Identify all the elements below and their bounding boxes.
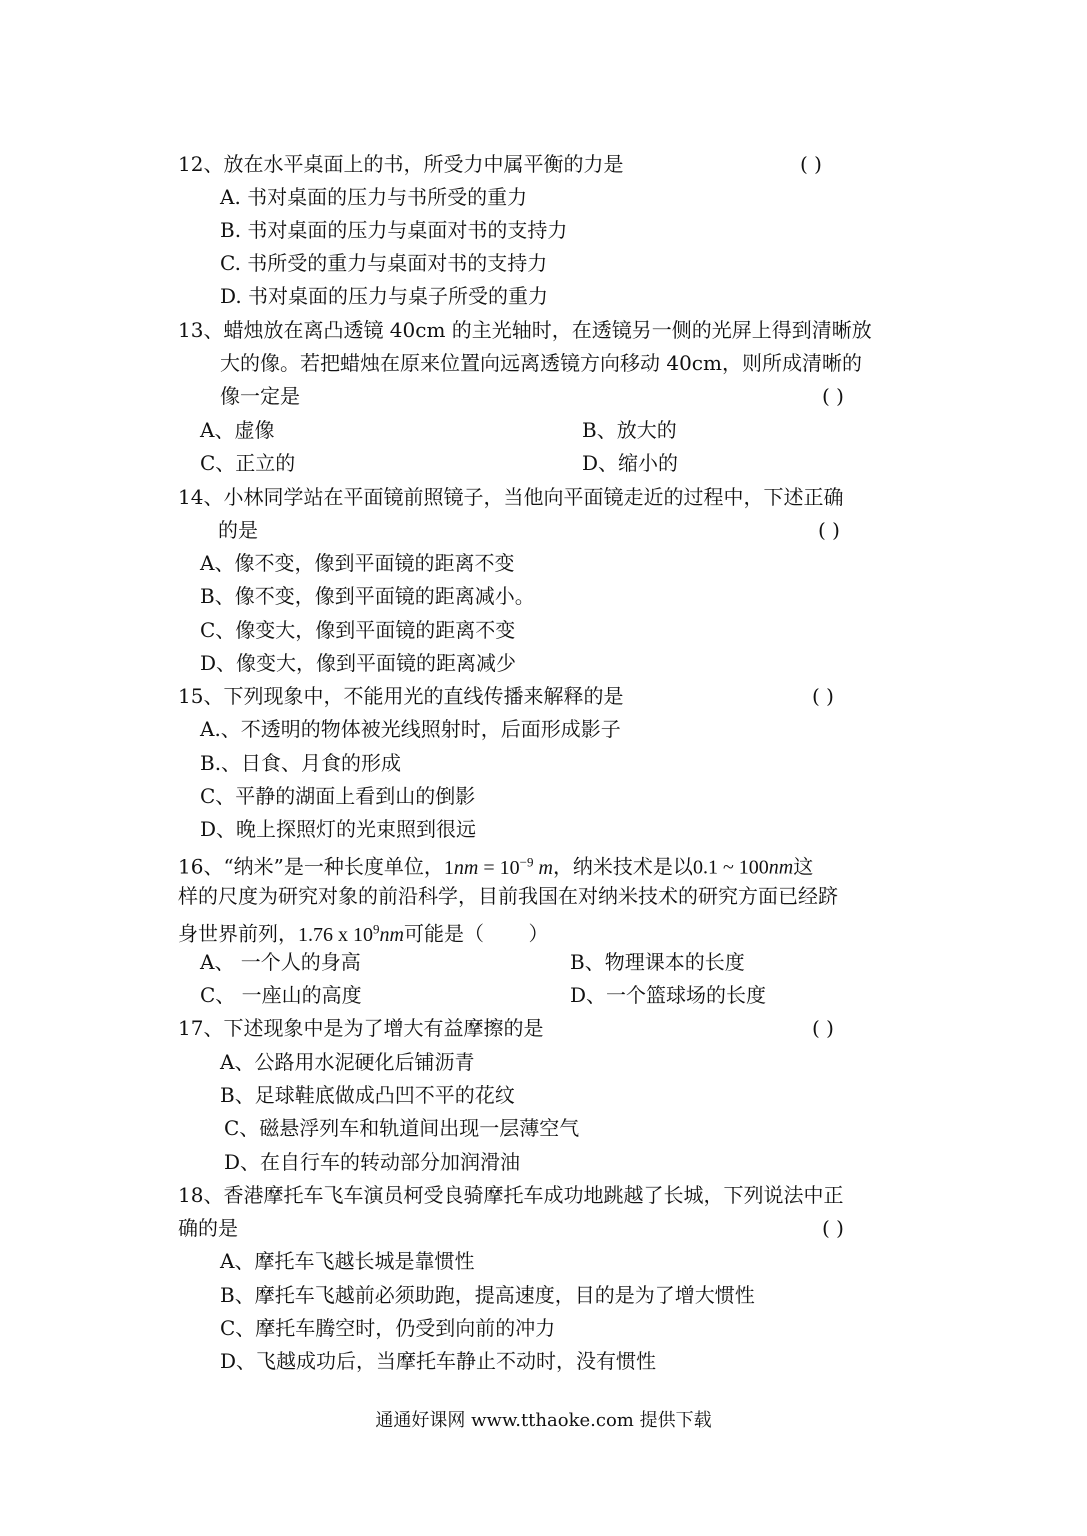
q16-formula-value (298, 921, 404, 946)
q18-stem-line-1: 18、香港摩托车飞车演员柯受良骑摩托车成功地跳越了长城，下列说法中正 (178, 1183, 844, 1207)
q18-stem-line-2: 确的是 (178, 1216, 238, 1240)
q13-stem-line-1: 13、蜡烛放在离凸透镜 40cm 的主光轴时，在透镜另一侧的光屏上得到清晰放 (178, 318, 872, 342)
q15-stem: 15、下列现象中，不能用光的直线传播来解释的是 (178, 684, 624, 708)
q14-option-c: C、像变大，像到平面镜的距离不变 (200, 618, 516, 642)
q14-answer-bracket: ( ) (818, 518, 840, 542)
q17-answer-bracket: ( ) (812, 1016, 834, 1040)
q16-line1-text-c: 这 (793, 854, 814, 879)
q18-option-c: C、摩托车腾空时，仍受到向前的冲力 (220, 1316, 556, 1340)
q16-option-a: A、 一个人的身高 (200, 950, 361, 974)
q18-option-a: A、摩托车飞越长城是靠惯性 (220, 1249, 475, 1273)
q16-formula-ten: = 10 (478, 856, 520, 879)
q17-option-d: D、在自行车的转动部分加润滑油 (224, 1150, 521, 1174)
q13-option-d: D、缩小的 (582, 451, 679, 475)
q12-option-a: A. 书对桌面的压力与书所受的重力 (220, 185, 528, 209)
q14-option-d: D、像变大，像到平面镜的距离减少 (200, 651, 517, 675)
q17-option-a: A、公路用水泥硬化后铺沥青 (220, 1050, 475, 1074)
q13-stem-line-3: 像一定是 (220, 384, 300, 408)
q14-stem-line-2: 的是 (218, 518, 258, 542)
q18-answer-bracket: ( ) (822, 1216, 844, 1240)
q13-stem-line-2: 大的像。若把蜡烛在原来位置向远离透镜方向移动 40cm，则所成清晰的 (220, 351, 862, 375)
q15-answer-bracket: ( ) (812, 684, 834, 708)
q16-range-value: 0.1 ~ 100 (692, 856, 769, 879)
q13-option-a: A、虚像 (200, 418, 275, 442)
q17-option-c: C、磁悬浮列车和轨道间出现一层薄空气 (224, 1116, 580, 1140)
q16-value-unit: nm (379, 923, 404, 946)
q17-stem: 17、下述现象中是为了增大有益摩擦的是 (178, 1016, 544, 1040)
q12-option-c: C. 书所受的重力与桌面对书的支持力 (220, 251, 548, 275)
q16-option-d: D、一个篮球场的长度 (570, 983, 767, 1007)
q12-answer-bracket: ( ) (800, 152, 822, 176)
q15-option-a: A.、不透明的物体被光线照射时，后面形成影子 (200, 717, 621, 741)
page-footer: 通通好课网 www.tthaoke.com 提供下载 (375, 1410, 712, 1431)
q13-answer-bracket: ( ) (822, 384, 844, 408)
q16-formula-nm: nm (453, 856, 479, 879)
q14-stem-line-1: 14、小林同学站在平面镜前照镜子，当他向平面镜走近的过程中，下述正确 (178, 485, 844, 509)
q16-option-b: B、物理课本的长度 (570, 950, 745, 974)
q12-option-d: D. 书对桌面的压力与桌子所受的重力 (220, 284, 549, 308)
q12-stem: 12、放在水平桌面上的书，所受力中属平衡的力是 (178, 152, 624, 176)
q16-formula-one: 1 (443, 856, 454, 879)
q16-stem-line-1 (178, 850, 813, 880)
q16-value-mantissa: 1.76 x 10 (298, 923, 373, 946)
q16-formula-exponent: −9 (519, 854, 534, 869)
q16-line3-text-b: 可能是（ ） (403, 921, 549, 946)
q16-line1-text-b: ，纳米技术是以 (552, 854, 693, 879)
q16-option-c: C、 一座山的高度 (200, 983, 362, 1007)
q16-line1-text-a: 16、“纳米”是一种长度单位， (178, 854, 444, 879)
q16-formula-range (693, 857, 793, 879)
q14-option-a: A、像不变，像到平面镜的距离不变 (200, 551, 515, 575)
q14-option-b: B、像不变，像到平面镜的距离减小。 (200, 584, 535, 608)
q18-option-d: D、飞越成功后，当摩托车静止不动时，没有惯性 (220, 1349, 657, 1373)
q15-option-d: D、晚上探照灯的光束照到很远 (200, 817, 477, 841)
q15-option-c: C、平静的湖面上看到山的倒影 (200, 784, 476, 808)
q13-option-c: C、正立的 (200, 451, 296, 475)
q16-stem-line-3 (178, 917, 548, 947)
q17-option-b: B、足球鞋底做成凸凹不平的花纹 (220, 1083, 515, 1107)
q16-value-exponent: 9 (373, 921, 380, 936)
q18-option-b: B、摩托车飞越前必须助跑，提高速度，目的是为了增大惯性 (220, 1283, 755, 1307)
q16-formula-unit-definition (443, 854, 553, 879)
q15-option-b: B.、日食、月食的形成 (200, 751, 402, 775)
q13-option-b: B、放大的 (582, 418, 677, 442)
q16-range-unit: nm (768, 856, 794, 879)
q16-stem-line-2: 样的尺度为研究对象的前沿科学，目前我国在对纳米技术的研究方面已经跻 (178, 884, 838, 908)
q12-option-b: B. 书对桌面的压力与桌面对书的支持力 (220, 218, 568, 242)
q16-line3-text-a: 身世界前列， (178, 921, 298, 946)
q16-formula-m: m (538, 856, 553, 879)
